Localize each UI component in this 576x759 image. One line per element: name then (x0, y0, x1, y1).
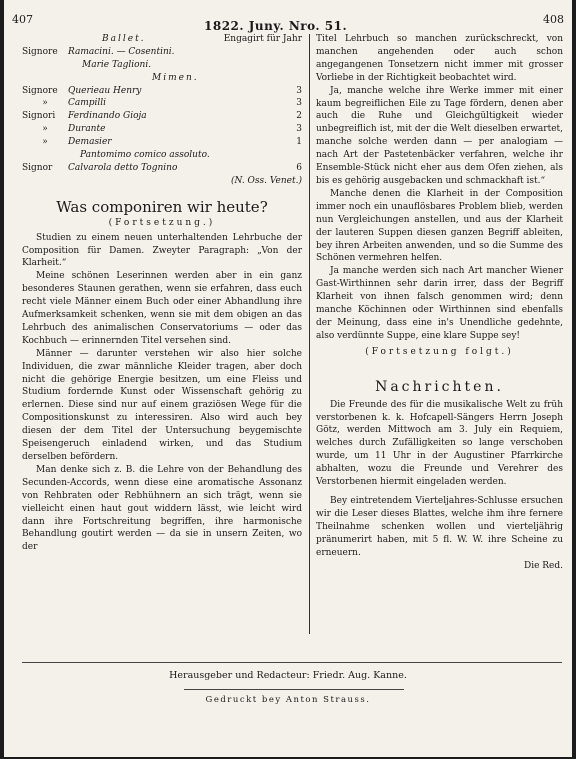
newspaper-page (4, 0, 572, 757)
cast-years (286, 46, 302, 59)
cast-row (22, 46, 302, 59)
cast-years: 3 (296, 85, 302, 96)
cast-role: Signore (22, 85, 58, 96)
cast-name: Ramacini. — Cosentini. (68, 46, 175, 57)
cast-role: » (42, 124, 48, 135)
footer-rule-short (184, 689, 404, 690)
cast-name: Campilli (68, 98, 107, 109)
left-column (22, 33, 302, 554)
to-be-continued: (Fortsetzung folgt.) (365, 346, 514, 357)
news-signature: Die Red. (523, 560, 563, 571)
cast-years: 6 (296, 162, 302, 173)
column-divider (309, 34, 310, 634)
article-paragraph: Männer — darunter verstehen wir also hier solche Individuen, die zwar männliche Kleider tragen, aber doch nicht die gehörige Energie besitzen, um eine Fleiss und Studium fordernde Kunst oder Wissenschaft gehörig zu erlernen. Diese sind nur auf einem graziösen Wege für die Compositionskunst zu interessiren. Also wird auch bey diesen der dem Titel der Untersuchung beygemischte Speisengeruch einladend wirken, und das Studium derselben befördern. (22, 348, 302, 462)
news-paragraph: Bey eintretendem Vierteljahres-Schlusse ersuchen wir die Leser dieses Blattes, welche ihm ihre fernere Theilnahme schenken wollen und vierteljährig pränumerirt haben, mit 5 fl. W. W. ihre Scheine zu erneuern. (316, 496, 563, 558)
cast-name: Calvarola detto Tognino (68, 162, 178, 173)
cast-name: Demasier (68, 137, 112, 148)
cast-role: » (42, 137, 48, 148)
cast-years: 3 (296, 124, 302, 135)
page-number-right: 408 (543, 13, 564, 26)
cast-row (22, 162, 302, 175)
cast-role (22, 59, 82, 72)
cast-row (22, 85, 302, 98)
article-paragraph: Man denke sich z. B. die Lehre von der Behandlung des Secunden-Accords, wenn diese eine aromatische Assonanz von Rehbraten oder Rebhühnern an sich trägt, wenn sie vielleicht einen haut gout widdern lässt, wie leicht wird dann ihre Fortschreitung begriffen, ihre harmonische Behandlung goutirt werden — da sie in unsern Zeiten, wo der (22, 464, 302, 553)
cast-years: 3 (296, 98, 302, 109)
cast-years: 2 (296, 111, 302, 122)
mimen-header-row (22, 72, 302, 85)
cast-row (22, 136, 302, 149)
issue-header: 1822. Juny. Nro. 51. (204, 19, 348, 33)
cast-row (22, 59, 302, 72)
article-paragraph: Titel Lehrbuch so manchen zurückschreckt, von manchen angehenden oder auch schon angegangenen Tonsetzern nicht immer mit grosser Vorliebe in der Richtigkeit beobachtet wird. (316, 34, 563, 83)
pantomimo-row (22, 149, 302, 162)
news-title: Nachrichten. (375, 378, 504, 395)
footer-rule (22, 662, 562, 663)
page-number-left: 407 (12, 13, 33, 26)
mimen-heading: Mimen. (152, 72, 199, 83)
article-paragraph: Ja, manche welche ihre Werke immer mit einer kaum begreiflichen Eile zu Tage fördern, denen aber auch die Ruhe und Gleichgültigkeit wieder unbegreiflich ist, mit der die Welt dieselben erwartet, manche solche werden dann — per analogiam — nach Art der Pastetenbäcker verfahren, welche ihr Ensemble-Stück nicht eher aus dem Ofen ziehen, als bis es gehörig ausgebacken und schmackhaft ist.“ (316, 85, 563, 186)
right-column (316, 33, 563, 572)
footer-editor: Herausgeber und Redacteur: Friedr. Aug. Kanne. (169, 670, 407, 681)
news-paragraph: Die Freunde des für die musikalische Welt zu früh verstorbenen k. k. Hofcapell-Sängers Herrn Joseph Götz, werden Mittwoch am 3. July ein Requiem, welches durch Zufälligkeiten so lange verschoben wurde, um 11 Uhr in der Augustiner Pfarrkirche abhalten, wozu die Freunde und Verehrer des Verstorbenen hiermit eingeladen werden. (316, 399, 563, 488)
cast-name: Marie Taglioni. (82, 59, 152, 70)
article-paragraph: Studien zu einem neuen unterhaltenden Lehrbuche der Composition für Damen. Zweyter Paragraph: „Von der Klarheit.“ (22, 232, 302, 269)
cast-row (22, 123, 302, 136)
cast-years: 1 (296, 137, 302, 148)
ballet-heading: Ballet. (102, 34, 146, 44)
cast-role: Signori (22, 111, 56, 122)
cast-role: Signor (22, 162, 53, 173)
cast-name: Ferdinando Gioja (68, 111, 147, 122)
cast-name: Durante (68, 124, 106, 135)
article-continuation: (Fortsetzung.) (108, 217, 216, 228)
cast-row (22, 110, 302, 123)
article-paragraph: Manche denen die Klarheit in der Composition immer noch ein unauflösbares Problem blieb, werden nun Vergleichungen anstellen, und aus der Klarheit der lauteren Suppen diesen ganzen Begriff ableiten, bey ihren Arbeiten anwenden, und so die Summe des Schönen vermehren helfen. (316, 188, 563, 264)
cast-role: Signore (22, 46, 58, 57)
footer-printer: Gedruckt bey Anton Strauss. (205, 695, 371, 705)
cast-role: » (42, 98, 48, 109)
ballet-header-row (22, 33, 302, 46)
cast-row (22, 97, 302, 110)
pantomimo-label: Pantomimo comico assoluto. (80, 150, 210, 161)
source-row (22, 175, 302, 188)
article-paragraph: Meine schönen Leserinnen werden aber in ein ganz besonderes Staunen gerathen, wenn sie erfahren, dass euch recht viele Männer einem Buch oder einer Abhandlung ihre Aufmerksamkeit schenken, wenn sie mit dem obigen an das Lehrbuch des animalischen Conservatoriums — oder das Kochbuch — erinnernden Titel versehen sind. (22, 271, 302, 346)
article-paragraph: Ja manche werden sich nach Art mancher Wiener Gast-Wirthinnen sehr darin irrer, dass der Begriff Klarheit von ihnen falsch genommen wird; denn manche Köchinnen oder Wirthinnen sind ebenfalls der Meinung, dass eine in's Unendliche gedehnte, also verdünnte Suppe, eine klare Suppe sey! (316, 266, 563, 341)
cast-name: Querieau Henry (68, 85, 142, 96)
article-title: Was componiren wir heute? (56, 197, 268, 216)
engaged-label: Engagirt für Jahr (223, 34, 302, 44)
cast-source: (N. Oss. Venet.) (231, 175, 302, 186)
cast-years (286, 59, 302, 72)
